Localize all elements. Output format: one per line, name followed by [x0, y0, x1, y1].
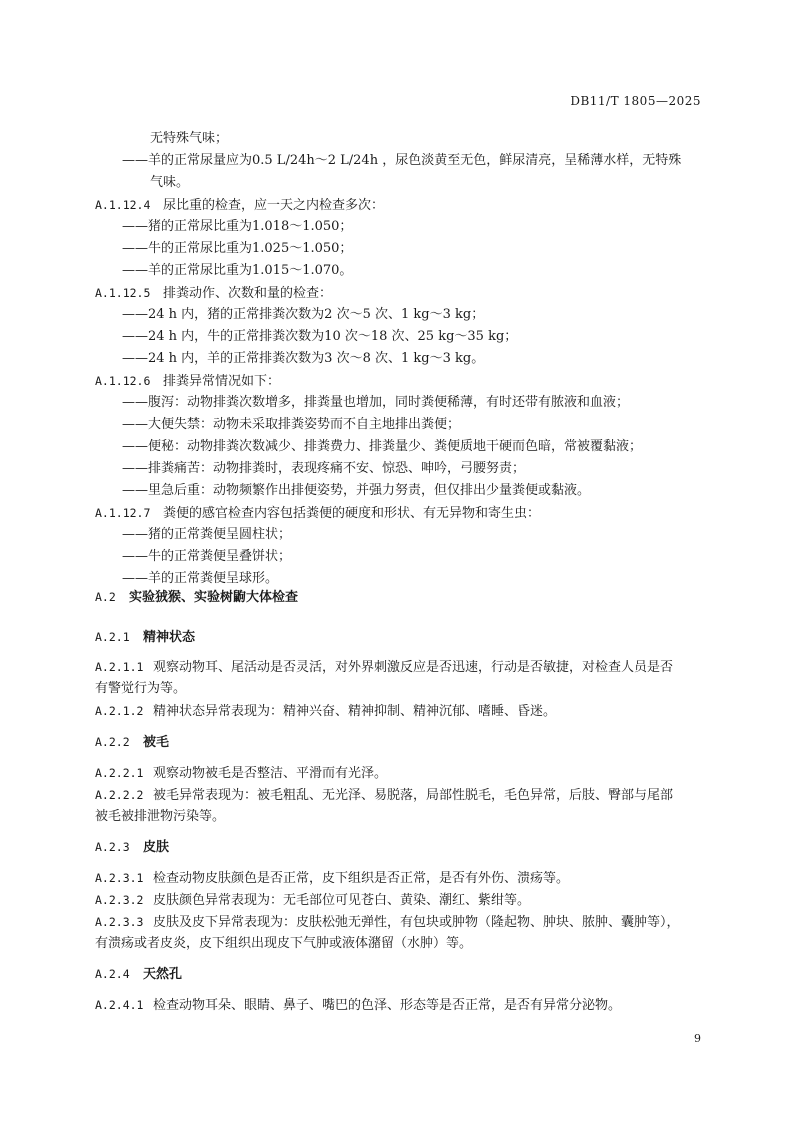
clause-text: 尿比重的检查，应一天之内检查多次： — [163, 198, 385, 213]
section-heading-a-2-1 — [95, 626, 195, 649]
clause-a-2-1-1 — [95, 656, 673, 679]
page-number: 9 — [694, 1032, 701, 1045]
section-title: 皮肤 — [143, 840, 170, 855]
list-item: ——猪的正常粪便呈圆柱状； — [122, 527, 292, 542]
clause-a-1-12-6 — [95, 370, 280, 393]
section-number: A.2.4 — [95, 967, 130, 981]
list-item: ——24 h 内，猪的正常排粪次数为2 次～5 次、1 kg～3 kg； — [122, 307, 485, 322]
clause-a-2-2-1 — [95, 762, 387, 785]
text-line: 无特殊气味； — [150, 131, 229, 146]
clause-a-2-3-2 — [95, 889, 530, 912]
clause-a-1-12-7 — [95, 502, 540, 525]
list-item: ——牛的正常粪便呈叠饼状； — [122, 549, 292, 564]
list-item: ——排粪痛苦：动物排粪时，表现疼痛不安、惊恐、呻吟，弓腰努责； — [122, 461, 526, 476]
clause-number: A.2.1.2 — [95, 704, 144, 718]
list-item: ——猪的正常尿比重为1.018～1.050； — [122, 219, 353, 234]
clause-text: 粪便的感官检查内容包括粪便的硬度和形状、有无异物和寄生虫： — [163, 506, 541, 521]
section-number: A.2.2 — [95, 735, 130, 749]
section-heading-a-2 — [95, 586, 298, 609]
clause-text: 排粪异常情况如下： — [163, 374, 281, 389]
section-number: A.2 — [95, 590, 116, 604]
clause-text: 皮肤颜色异常表现为：无毛部位可见苍白、黄染、潮红、紫绀等。 — [153, 893, 531, 908]
list-item: ——牛的正常尿比重为1.025～1.050； — [122, 241, 353, 256]
clause-a-1-12-4 — [95, 194, 384, 217]
list-item: ——羊的正常粪便呈球形。 — [122, 571, 279, 586]
clause-number: A.2.4.1 — [95, 998, 144, 1012]
clause-a-2-2-2 — [95, 784, 673, 807]
list-item: ——大便失禁：动物未采取排粪姿势而不自主地排出粪便； — [122, 417, 461, 432]
text-line: 被毛被排泄物污染等。 — [95, 809, 226, 824]
clause-number: A.2.3.1 — [95, 871, 144, 885]
text-line: 有溃疡或者皮炎，皮下组织出现皮下气肿或液体潴留（水肿）等。 — [95, 936, 473, 951]
clause-number: A.1.12.5 — [95, 286, 151, 300]
text-line: 气味。 — [150, 175, 190, 190]
section-number: A.2.1 — [95, 630, 130, 644]
text-line: 有警觉行为等。 — [95, 681, 187, 696]
section-title: 精神状态 — [143, 630, 196, 645]
clause-number: A.1.12.6 — [95, 374, 151, 388]
list-item: ——腹泻：动物排粪次数增多，排粪量也增加，同时粪便稀薄，有时还带有脓液和血液； — [122, 395, 630, 410]
section-number: A.2.3 — [95, 840, 130, 854]
section-title: 实验狨猴、实验树鼩大体检查 — [129, 590, 299, 605]
list-item: ——24 h 内，牛的正常排粪次数为10 次～18 次、25 kg～35 kg； — [122, 329, 518, 344]
list-item: ——便秘：动物排粪次数减少、排粪费力、排粪量少、粪便质地干硬而色暗，常被覆黏液； — [122, 439, 643, 454]
list-item: ——24 h 内，羊的正常排粪次数为3 次～8 次、1 kg～3 kg。 — [122, 351, 485, 366]
clause-number: A.1.12.4 — [95, 198, 151, 212]
section-heading-a-2-3 — [95, 836, 169, 859]
clause-text: 观察动物被毛是否整洁、平滑而有光泽。 — [153, 766, 388, 781]
clause-number: A.2.2.2 — [95, 788, 144, 802]
clause-text: 精神状态异常表现为：精神兴奋、精神抑制、精神沉郁、嗜睡、昏迷。 — [153, 704, 557, 719]
clause-a-2-1-2 — [95, 700, 556, 723]
section-heading-a-2-4 — [95, 963, 182, 986]
list-item: ——羊的正常尿量应为0.5 L/24h～2 L/24h ，尿色淡黄至无色，鲜尿清亮，呈稀薄水样，无特殊 — [122, 153, 682, 168]
list-item: ——羊的正常尿比重为1.015～1.070。 — [122, 263, 353, 278]
clause-number: A.2.1.1 — [95, 660, 144, 674]
clause-a-2-3-1 — [95, 867, 569, 890]
clause-a-2-4-1 — [95, 994, 621, 1017]
section-title: 被毛 — [143, 735, 170, 750]
clause-a-2-3-3 — [95, 911, 680, 934]
clause-text: 观察动物耳、尾活动是否灵活，对外界刺激反应是否迅速，行动是否敏捷，对检查人员是否 — [153, 660, 674, 675]
clause-text: 排粪动作、次数和量的检查： — [163, 286, 333, 301]
clause-number: A.2.3.3 — [95, 915, 144, 929]
clause-text: 检查动物耳朵、眼睛、鼻子、嘴巴的色泽、形态等是否正常，是否有异常分泌物。 — [153, 998, 622, 1013]
clause-a-1-12-5 — [95, 282, 332, 305]
document-code-header: DB11/T 1805—2025 — [570, 94, 701, 108]
clause-text: 检查动物皮肤颜色是否正常，皮下组织是否正常，是否有外伤、溃疡等。 — [153, 871, 570, 886]
clause-text: 皮肤及皮下异常表现为：皮肤松弛无弹性，有包块或肿物（隆起物、肿块、脓肿、囊肿等）， — [153, 915, 680, 930]
section-heading-a-2-2 — [95, 731, 169, 754]
clause-number: A.2.3.2 — [95, 893, 144, 907]
clause-number: A.1.12.7 — [95, 506, 151, 520]
section-title: 天然孔 — [143, 967, 183, 982]
clause-text: 被毛异常表现为：被毛粗乱、无光泽、易脱落，局部性脱毛，毛色异常，后肢、臀部与尾部 — [153, 788, 674, 803]
list-item: ——里急后重：动物频繁作出排便姿势，并强力努责，但仅排出少量粪便或黏液。 — [122, 483, 591, 498]
clause-number: A.2.2.1 — [95, 766, 144, 780]
